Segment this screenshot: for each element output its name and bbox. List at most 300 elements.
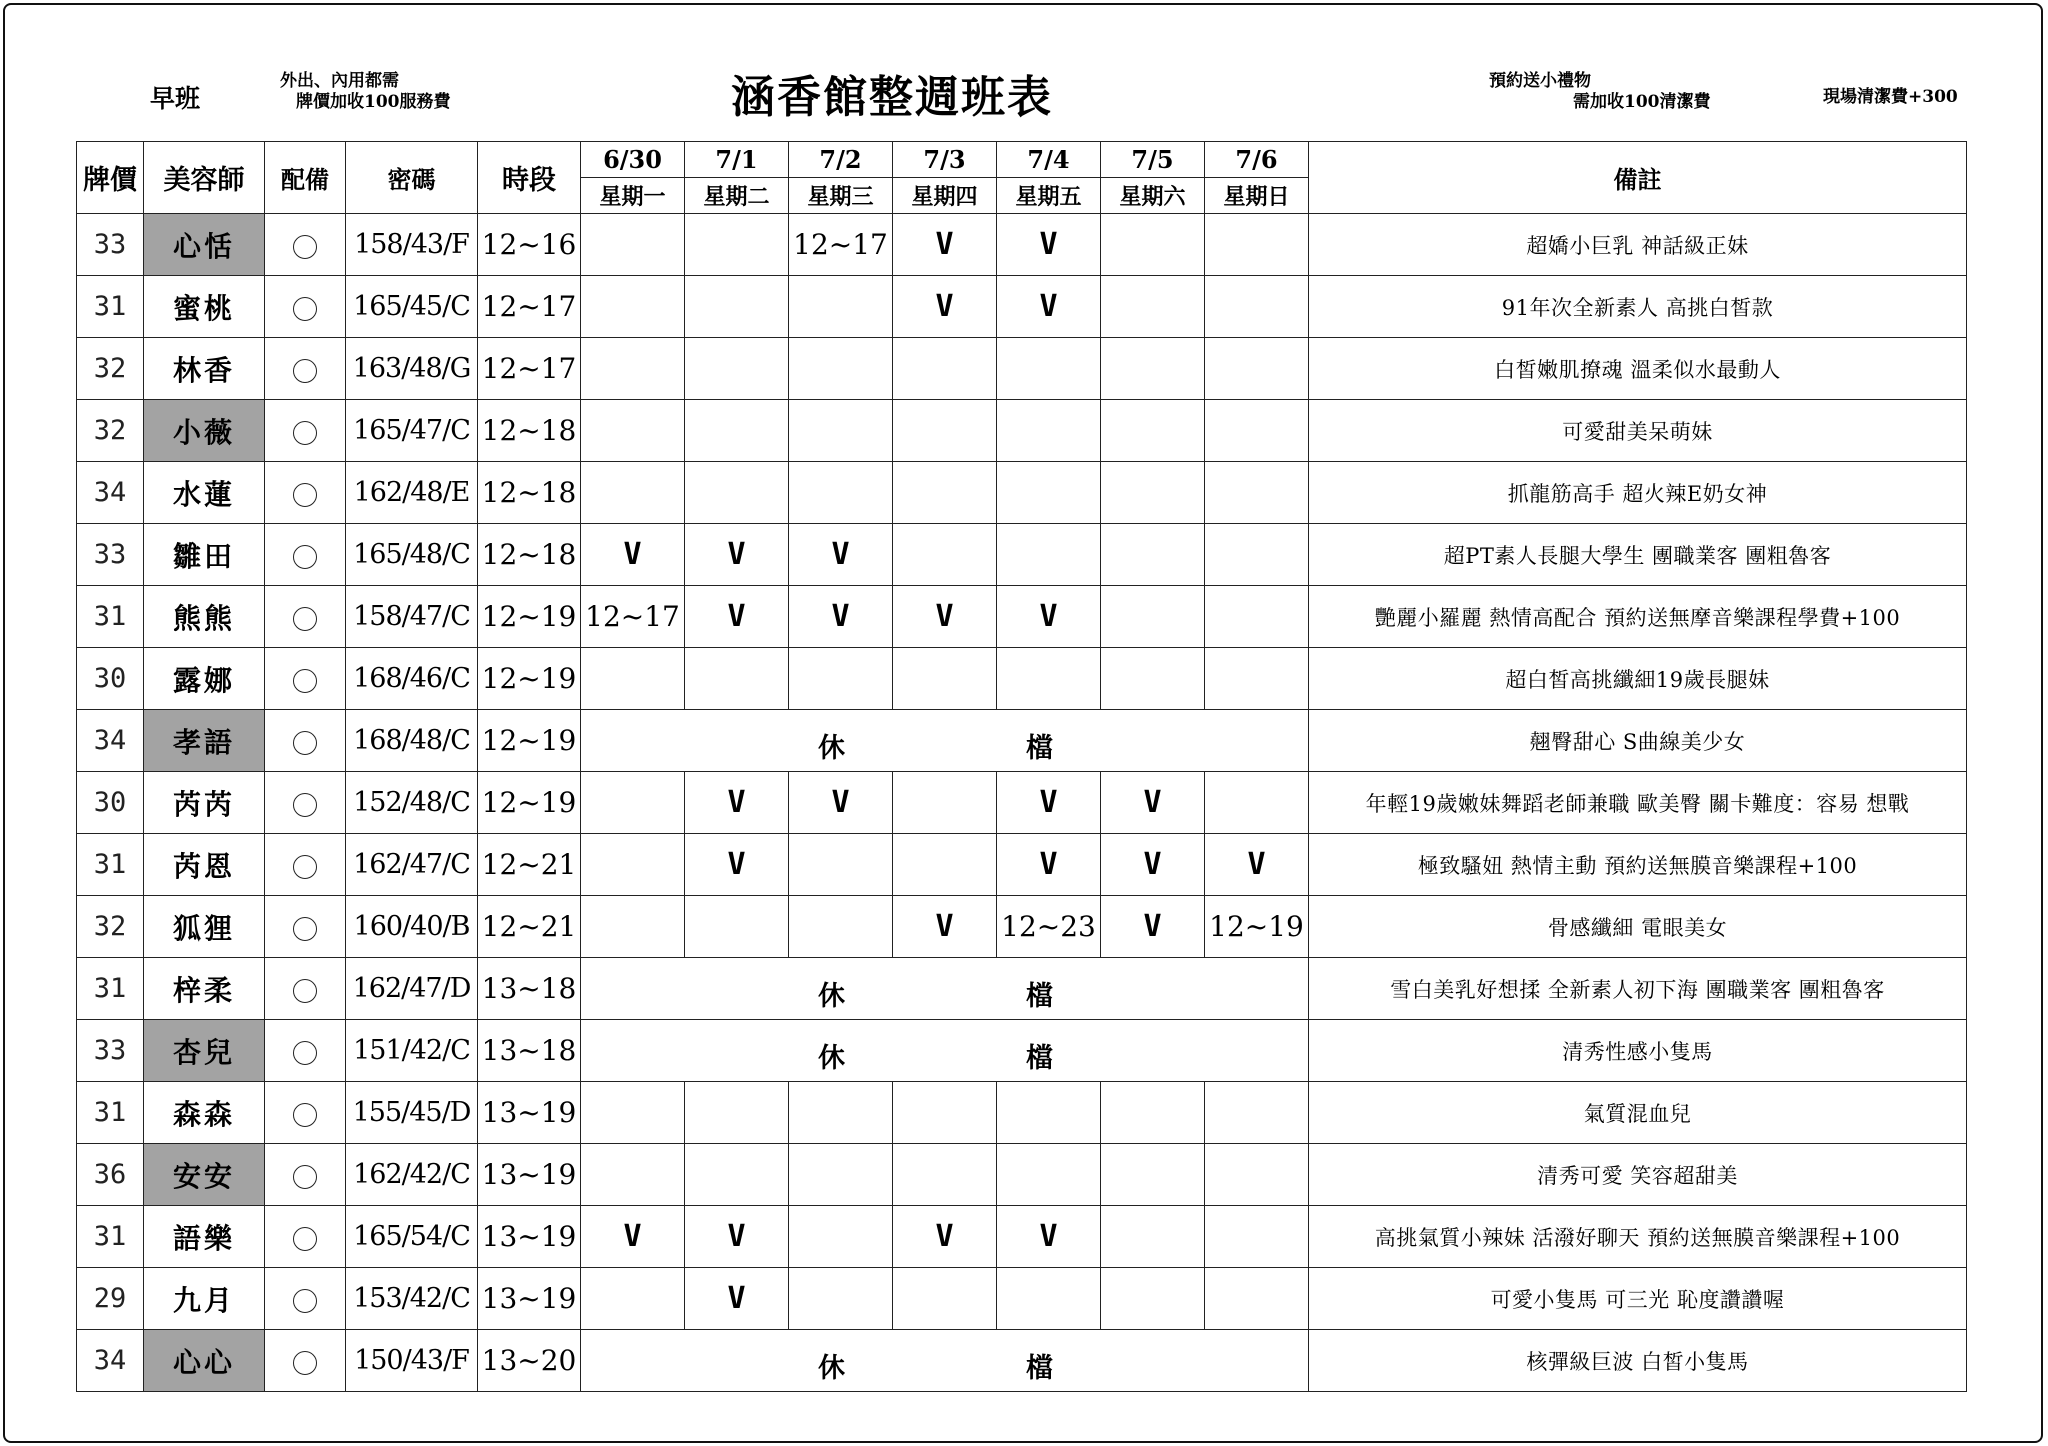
day-cell	[1101, 648, 1205, 710]
day-cell	[581, 1144, 685, 1206]
day-cell	[685, 896, 789, 958]
rest-cell	[581, 710, 1309, 772]
day-cell	[1101, 214, 1205, 276]
day-cell	[893, 648, 997, 710]
equip-cell	[265, 710, 346, 772]
day-cell	[1101, 586, 1205, 648]
day-cell: V	[1205, 834, 1309, 896]
table-row	[77, 958, 1967, 1020]
password-cell: 158/47/C	[346, 586, 478, 648]
cleaning-fee-note: 現場清潔費+300	[1823, 87, 1958, 107]
password-cell: 151/42/C	[346, 1020, 478, 1082]
day-cell: V	[1101, 896, 1205, 958]
rest-label: 休	[818, 981, 845, 1012]
day-cell: 12~23	[997, 896, 1101, 958]
equip-cell	[265, 958, 346, 1020]
equip-cell	[265, 400, 346, 462]
rest-label: 休	[818, 733, 845, 764]
day-cell	[893, 1144, 997, 1206]
day-cell: V	[581, 524, 685, 586]
remark-cell: 可愛小隻馬 可三光 恥度讚讚喔	[1309, 1268, 1967, 1330]
circle-mark-icon	[293, 1165, 317, 1189]
time-cell: 12~16	[478, 214, 581, 276]
day-cell	[1101, 1206, 1205, 1268]
table-row	[77, 896, 1967, 958]
day-cell	[1205, 338, 1309, 400]
col-header-date: 7/4	[997, 142, 1101, 178]
password-cell: 162/47/C	[346, 834, 478, 896]
day-cell	[789, 896, 893, 958]
password-cell: 165/48/C	[346, 524, 478, 586]
gift-note-line1: 預約送小禮物	[1489, 71, 1591, 91]
price-cell: 34	[77, 710, 144, 772]
remark-cell: 雪白美乳好想揉 全新素人初下海 團職業客 團粗魯客	[1309, 958, 1967, 1020]
col-header-date: 7/6	[1205, 142, 1309, 178]
table-row	[77, 710, 1967, 772]
day-cell	[581, 772, 685, 834]
circle-mark-icon	[293, 1227, 317, 1251]
price-cell: 33	[77, 214, 144, 276]
price-cell: 31	[77, 586, 144, 648]
rest-label: 檔	[1026, 733, 1053, 764]
day-cell: V	[685, 834, 789, 896]
remark-cell: 可愛甜美呆萌妹	[1309, 400, 1967, 462]
table-row	[77, 524, 1967, 586]
rest-cell	[581, 1330, 1309, 1392]
gift-note	[1489, 71, 1711, 114]
equip-cell	[265, 1268, 346, 1330]
equip-cell	[265, 462, 346, 524]
time-cell: 12~19	[478, 586, 581, 648]
remark-cell: 艷麗小羅麗 熱情高配合 預約送無摩音樂課程學費+100	[1309, 586, 1967, 648]
price-cell: 31	[77, 834, 144, 896]
day-cell: V	[997, 276, 1101, 338]
day-cell: V	[893, 214, 997, 276]
day-cell	[1205, 1268, 1309, 1330]
day-cell	[893, 524, 997, 586]
rest-cell	[581, 958, 1309, 1020]
remark-cell: 翹臀甜心 S曲線美少女	[1309, 710, 1967, 772]
price-cell: 36	[77, 1144, 144, 1206]
price-cell: 31	[77, 276, 144, 338]
price-cell: 30	[77, 648, 144, 710]
day-cell	[997, 648, 1101, 710]
circle-mark-icon	[293, 855, 317, 879]
table-row	[77, 338, 1967, 400]
time-cell: 13~19	[478, 1268, 581, 1330]
circle-mark-icon	[293, 1041, 317, 1065]
day-cell	[685, 462, 789, 524]
table-row	[77, 276, 1967, 338]
equip-cell	[265, 214, 346, 276]
day-cell	[685, 338, 789, 400]
name-cell: 語樂	[144, 1206, 265, 1268]
name-cell: 九月	[144, 1268, 265, 1330]
name-cell: 梓柔	[144, 958, 265, 1020]
day-cell	[1205, 772, 1309, 834]
circle-mark-icon	[293, 607, 317, 631]
day-cell	[789, 276, 893, 338]
time-cell: 12~19	[478, 772, 581, 834]
table-row	[77, 400, 1967, 462]
day-cell: V	[997, 214, 1101, 276]
table-row	[77, 1082, 1967, 1144]
price-cell: 31	[77, 1206, 144, 1268]
price-cell: 31	[77, 958, 144, 1020]
password-cell: 165/47/C	[346, 400, 478, 462]
day-cell	[1205, 586, 1309, 648]
table-row	[77, 1206, 1967, 1268]
password-cell: 162/42/C	[346, 1144, 478, 1206]
circle-mark-icon	[293, 731, 317, 755]
col-header-weekday: 星期二	[685, 178, 789, 214]
day-cell	[1205, 1082, 1309, 1144]
day-cell: V	[997, 772, 1101, 834]
day-cell	[581, 1082, 685, 1144]
circle-mark-icon	[293, 669, 317, 693]
equip-cell	[265, 834, 346, 896]
price-cell: 31	[77, 1082, 144, 1144]
time-cell: 12~17	[478, 338, 581, 400]
day-cell	[789, 338, 893, 400]
schedule-rows	[77, 214, 1967, 1392]
password-cell: 165/54/C	[346, 1206, 478, 1268]
day-cell	[789, 1144, 893, 1206]
name-cell: 杏兒	[144, 1020, 265, 1082]
circle-mark-icon	[293, 483, 317, 507]
time-cell: 13~19	[478, 1206, 581, 1268]
price-cell: 30	[77, 772, 144, 834]
day-cell: V	[685, 1206, 789, 1268]
time-cell: 12~21	[478, 834, 581, 896]
time-cell: 12~18	[478, 524, 581, 586]
day-cell	[893, 338, 997, 400]
col-header-date: 7/5	[1101, 142, 1205, 178]
day-cell	[1101, 462, 1205, 524]
col-header-remark: 備註	[1309, 142, 1967, 214]
remark-cell: 超白皙高挑纖細19歲長腿妹	[1309, 648, 1967, 710]
circle-mark-icon	[293, 235, 317, 259]
equip-cell	[265, 524, 346, 586]
day-cell	[581, 648, 685, 710]
circle-mark-icon	[293, 793, 317, 817]
name-cell: 水蓮	[144, 462, 265, 524]
name-cell: 心恬	[144, 214, 265, 276]
price-cell: 32	[77, 400, 144, 462]
time-cell: 13~18	[478, 1020, 581, 1082]
day-cell	[685, 214, 789, 276]
day-cell: V	[893, 896, 997, 958]
service-fee-note	[280, 71, 451, 114]
col-header-date: 7/1	[685, 142, 789, 178]
day-cell	[1205, 1206, 1309, 1268]
shift-label: 早班	[150, 84, 201, 113]
time-cell: 12~18	[478, 400, 581, 462]
remark-cell: 超嬌小巨乳 神話級正妹	[1309, 214, 1967, 276]
equip-cell	[265, 896, 346, 958]
col-header-weekday: 星期三	[789, 178, 893, 214]
day-cell	[789, 648, 893, 710]
remark-cell: 核彈級巨波 白皙小隻馬	[1309, 1330, 1967, 1392]
day-cell: 12~17	[789, 214, 893, 276]
rest-label: 檔	[1026, 1043, 1053, 1074]
remark-cell: 抓龍筋高手 超火辣E奶女神	[1309, 462, 1967, 524]
day-cell	[581, 896, 685, 958]
day-cell	[1101, 276, 1205, 338]
time-cell: 12~19	[478, 710, 581, 772]
day-cell	[1101, 400, 1205, 462]
table-row	[77, 1020, 1967, 1082]
day-cell	[997, 400, 1101, 462]
day-cell: V	[893, 586, 997, 648]
time-cell: 12~18	[478, 462, 581, 524]
remark-cell: 極致騷妞 熱情主動 預約送無膜音樂課程+100	[1309, 834, 1967, 896]
col-header-weekday: 星期一	[581, 178, 685, 214]
day-cell	[1101, 1082, 1205, 1144]
equip-cell	[265, 1020, 346, 1082]
day-cell	[789, 400, 893, 462]
password-cell: 160/40/B	[346, 896, 478, 958]
circle-mark-icon	[293, 917, 317, 941]
remark-cell: 高挑氣質小辣妹 活潑好聊天 預約送無膜音樂課程+100	[1309, 1206, 1967, 1268]
day-cell	[1205, 524, 1309, 586]
col-header-date: 7/2	[789, 142, 893, 178]
name-cell: 熊熊	[144, 586, 265, 648]
rest-label: 檔	[1026, 1353, 1053, 1384]
equip-cell	[265, 1144, 346, 1206]
day-cell	[893, 462, 997, 524]
col-header-password: 密碼	[346, 142, 478, 214]
day-cell: V	[789, 772, 893, 834]
price-cell: 34	[77, 1330, 144, 1392]
day-cell: V	[581, 1206, 685, 1268]
password-cell: 158/43/F	[346, 214, 478, 276]
day-cell	[1205, 648, 1309, 710]
day-cell: V	[997, 834, 1101, 896]
time-cell: 12~17	[478, 276, 581, 338]
name-cell: 心心	[144, 1330, 265, 1392]
day-cell: V	[1101, 834, 1205, 896]
name-cell: 森森	[144, 1082, 265, 1144]
schedule-table	[76, 141, 1967, 1392]
day-cell	[581, 1268, 685, 1330]
rest-label: 檔	[1026, 981, 1053, 1012]
day-cell: V	[789, 586, 893, 648]
day-cell	[997, 462, 1101, 524]
password-cell: 162/48/E	[346, 462, 478, 524]
day-cell	[1205, 276, 1309, 338]
price-cell: 33	[77, 1020, 144, 1082]
day-cell	[685, 1082, 789, 1144]
day-cell	[893, 772, 997, 834]
price-cell: 32	[77, 338, 144, 400]
col-header-date: 6/30	[581, 142, 685, 178]
day-cell	[1101, 524, 1205, 586]
name-cell: 蜜桃	[144, 276, 265, 338]
day-cell	[581, 462, 685, 524]
service-fee-note-line1: 外出、內用都需	[280, 71, 399, 91]
day-cell: V	[997, 586, 1101, 648]
table-row	[77, 462, 1967, 524]
day-cell: V	[893, 276, 997, 338]
circle-mark-icon	[293, 1351, 317, 1375]
day-cell	[581, 338, 685, 400]
table-row	[77, 648, 1967, 710]
time-cell: 13~19	[478, 1082, 581, 1144]
price-cell: 29	[77, 1268, 144, 1330]
circle-mark-icon	[293, 359, 317, 383]
password-cell: 153/42/C	[346, 1268, 478, 1330]
day-cell	[1205, 462, 1309, 524]
day-cell	[997, 1268, 1101, 1330]
day-cell	[1205, 400, 1309, 462]
col-header-weekday: 星期五	[997, 178, 1101, 214]
day-cell: V	[789, 524, 893, 586]
password-cell: 162/47/D	[346, 958, 478, 1020]
time-cell: 12~19	[478, 648, 581, 710]
price-cell: 33	[77, 524, 144, 586]
day-cell	[685, 1144, 789, 1206]
day-cell	[685, 276, 789, 338]
remark-cell: 超PT素人長腿大學生 團職業客 團粗魯客	[1309, 524, 1967, 586]
name-cell: 孝語	[144, 710, 265, 772]
day-cell	[685, 400, 789, 462]
day-cell	[893, 400, 997, 462]
remark-cell: 清秀可愛 笑容超甜美	[1309, 1144, 1967, 1206]
day-cell	[581, 276, 685, 338]
remark-cell: 氣質混血兒	[1309, 1082, 1967, 1144]
table-row	[77, 1144, 1967, 1206]
circle-mark-icon	[293, 545, 317, 569]
day-cell	[789, 1082, 893, 1144]
day-cell: V	[685, 524, 789, 586]
password-cell: 168/48/C	[346, 710, 478, 772]
table-row	[77, 834, 1967, 896]
col-header-time: 時段	[478, 142, 581, 214]
circle-mark-icon	[293, 297, 317, 321]
day-cell: 12~19	[1205, 896, 1309, 958]
day-cell: V	[1101, 772, 1205, 834]
day-cell	[789, 1206, 893, 1268]
price-cell: 34	[77, 462, 144, 524]
table-row	[77, 1268, 1967, 1330]
equip-cell	[265, 276, 346, 338]
circle-mark-icon	[293, 979, 317, 1003]
day-cell	[893, 1268, 997, 1330]
time-cell: 13~20	[478, 1330, 581, 1392]
name-cell: 小薇	[144, 400, 265, 462]
remark-cell: 白皙嫩肌撩魂 溫柔似水最動人	[1309, 338, 1967, 400]
day-cell	[1205, 1144, 1309, 1206]
day-cell	[581, 834, 685, 896]
day-cell: 12~17	[581, 586, 685, 648]
day-cell	[1101, 1144, 1205, 1206]
remark-cell: 91年次全新素人 高挑白皙款	[1309, 276, 1967, 338]
table-row	[77, 214, 1967, 276]
remark-cell: 骨感纖細 電眼美女	[1309, 896, 1967, 958]
col-header-date: 7/3	[893, 142, 997, 178]
equip-cell	[265, 1082, 346, 1144]
remark-cell: 清秀性感小隻馬	[1309, 1020, 1967, 1082]
day-cell: V	[997, 1206, 1101, 1268]
day-cell	[997, 338, 1101, 400]
day-cell	[1101, 338, 1205, 400]
equip-cell	[265, 648, 346, 710]
name-cell: 安安	[144, 1144, 265, 1206]
rest-label: 休	[818, 1353, 845, 1384]
gift-note-line2: 需加收100清潔費	[1573, 92, 1711, 113]
day-cell	[789, 834, 893, 896]
name-cell: 林香	[144, 338, 265, 400]
day-cell: V	[685, 1268, 789, 1330]
col-header-weekday: 星期四	[893, 178, 997, 214]
remark-cell: 年輕19歲嫩妹舞蹈老師兼職 歐美臀 關卡難度：容易 想戰	[1309, 772, 1967, 834]
day-cell	[1205, 214, 1309, 276]
name-cell: 芮芮	[144, 772, 265, 834]
equip-cell	[265, 1330, 346, 1392]
circle-mark-icon	[293, 421, 317, 445]
day-cell	[893, 834, 997, 896]
password-cell: 168/46/C	[346, 648, 478, 710]
day-cell: V	[685, 586, 789, 648]
day-cell	[997, 1144, 1101, 1206]
password-cell: 150/43/F	[346, 1330, 478, 1392]
table-row	[77, 772, 1967, 834]
service-fee-note-line2: 牌價加收100服務費	[296, 92, 451, 113]
col-header-price: 牌價	[77, 142, 144, 214]
day-cell	[997, 1082, 1101, 1144]
col-header-weekday: 星期六	[1101, 178, 1205, 214]
day-cell	[893, 1082, 997, 1144]
equip-cell	[265, 1206, 346, 1268]
equip-cell	[265, 338, 346, 400]
password-cell: 155/45/D	[346, 1082, 478, 1144]
password-cell: 163/48/G	[346, 338, 478, 400]
name-cell: 露娜	[144, 648, 265, 710]
rest-cell	[581, 1020, 1309, 1082]
day-cell	[581, 400, 685, 462]
day-cell: V	[685, 772, 789, 834]
table-row	[77, 586, 1967, 648]
circle-mark-icon	[293, 1103, 317, 1127]
col-header-equip: 配備	[265, 142, 346, 214]
password-cell: 165/45/C	[346, 276, 478, 338]
equip-cell	[265, 586, 346, 648]
day-cell	[581, 214, 685, 276]
price-cell: 32	[77, 896, 144, 958]
day-cell	[997, 524, 1101, 586]
name-cell: 芮恩	[144, 834, 265, 896]
col-header-weekday: 星期日	[1205, 178, 1309, 214]
day-cell: V	[893, 1206, 997, 1268]
page-title: 涵香館整週班表	[731, 72, 1053, 123]
equip-cell	[265, 772, 346, 834]
day-cell	[685, 648, 789, 710]
circle-mark-icon	[293, 1289, 317, 1313]
time-cell: 12~21	[478, 896, 581, 958]
time-cell: 13~19	[478, 1144, 581, 1206]
day-cell	[789, 462, 893, 524]
password-cell: 152/48/C	[346, 772, 478, 834]
name-cell: 雛田	[144, 524, 265, 586]
name-cell: 狐狸	[144, 896, 265, 958]
day-cell	[1101, 1268, 1205, 1330]
time-cell: 13~18	[478, 958, 581, 1020]
table-row	[77, 1330, 1967, 1392]
rest-label: 休	[818, 1043, 845, 1074]
col-header-name: 美容師	[144, 142, 265, 214]
day-cell	[789, 1268, 893, 1330]
